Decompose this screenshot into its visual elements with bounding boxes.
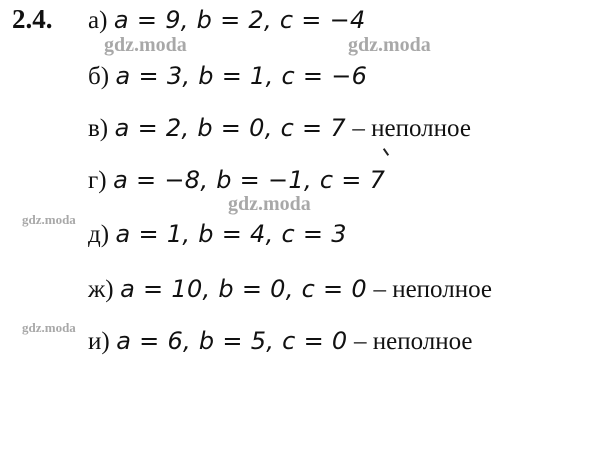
answer-line-a xyxy=(88,4,366,37)
stray-mark xyxy=(383,148,389,156)
watermark: gdz.moda xyxy=(104,34,187,56)
item-letter: г) xyxy=(88,167,107,194)
item-note: – неполное xyxy=(373,276,492,303)
item-letter: б) xyxy=(88,63,110,90)
problem-number: 2.4. xyxy=(12,4,53,34)
item-equation: a = 10, b = 0, c = 0 xyxy=(120,275,367,303)
watermark: gdz.moda xyxy=(348,34,431,56)
item-letter: ж) xyxy=(88,276,114,303)
item-note: – неполное xyxy=(352,115,471,142)
answer-line-b xyxy=(88,60,367,93)
item-letter: а) xyxy=(88,7,108,34)
answer-line-i xyxy=(88,325,473,358)
watermark: gdz.moda xyxy=(228,193,311,215)
watermark: gdz.moda xyxy=(22,212,76,227)
item-note: – неполное xyxy=(353,328,473,355)
item-equation: a = 3, b = 1, c = −6 xyxy=(115,62,368,90)
item-letter: и) xyxy=(88,328,110,355)
item-equation: a = 2, b = 0, c = 7 xyxy=(114,114,346,142)
item-letter: д) xyxy=(88,221,110,248)
item-equation: a = 6, b = 5, c = 0 xyxy=(116,327,348,355)
answer-line-zh xyxy=(88,273,492,306)
item-equation: a = 1, b = 4, c = 3 xyxy=(115,220,347,248)
watermark: gdz.moda xyxy=(22,320,76,335)
item-equation: a = −8, b = −1, c = 7 xyxy=(113,166,386,194)
item-letter: в) xyxy=(88,115,109,142)
answer-line-d xyxy=(88,218,347,251)
answer-line-v xyxy=(88,112,471,145)
item-equation: a = 9, b = 2, c = −4 xyxy=(113,6,366,34)
